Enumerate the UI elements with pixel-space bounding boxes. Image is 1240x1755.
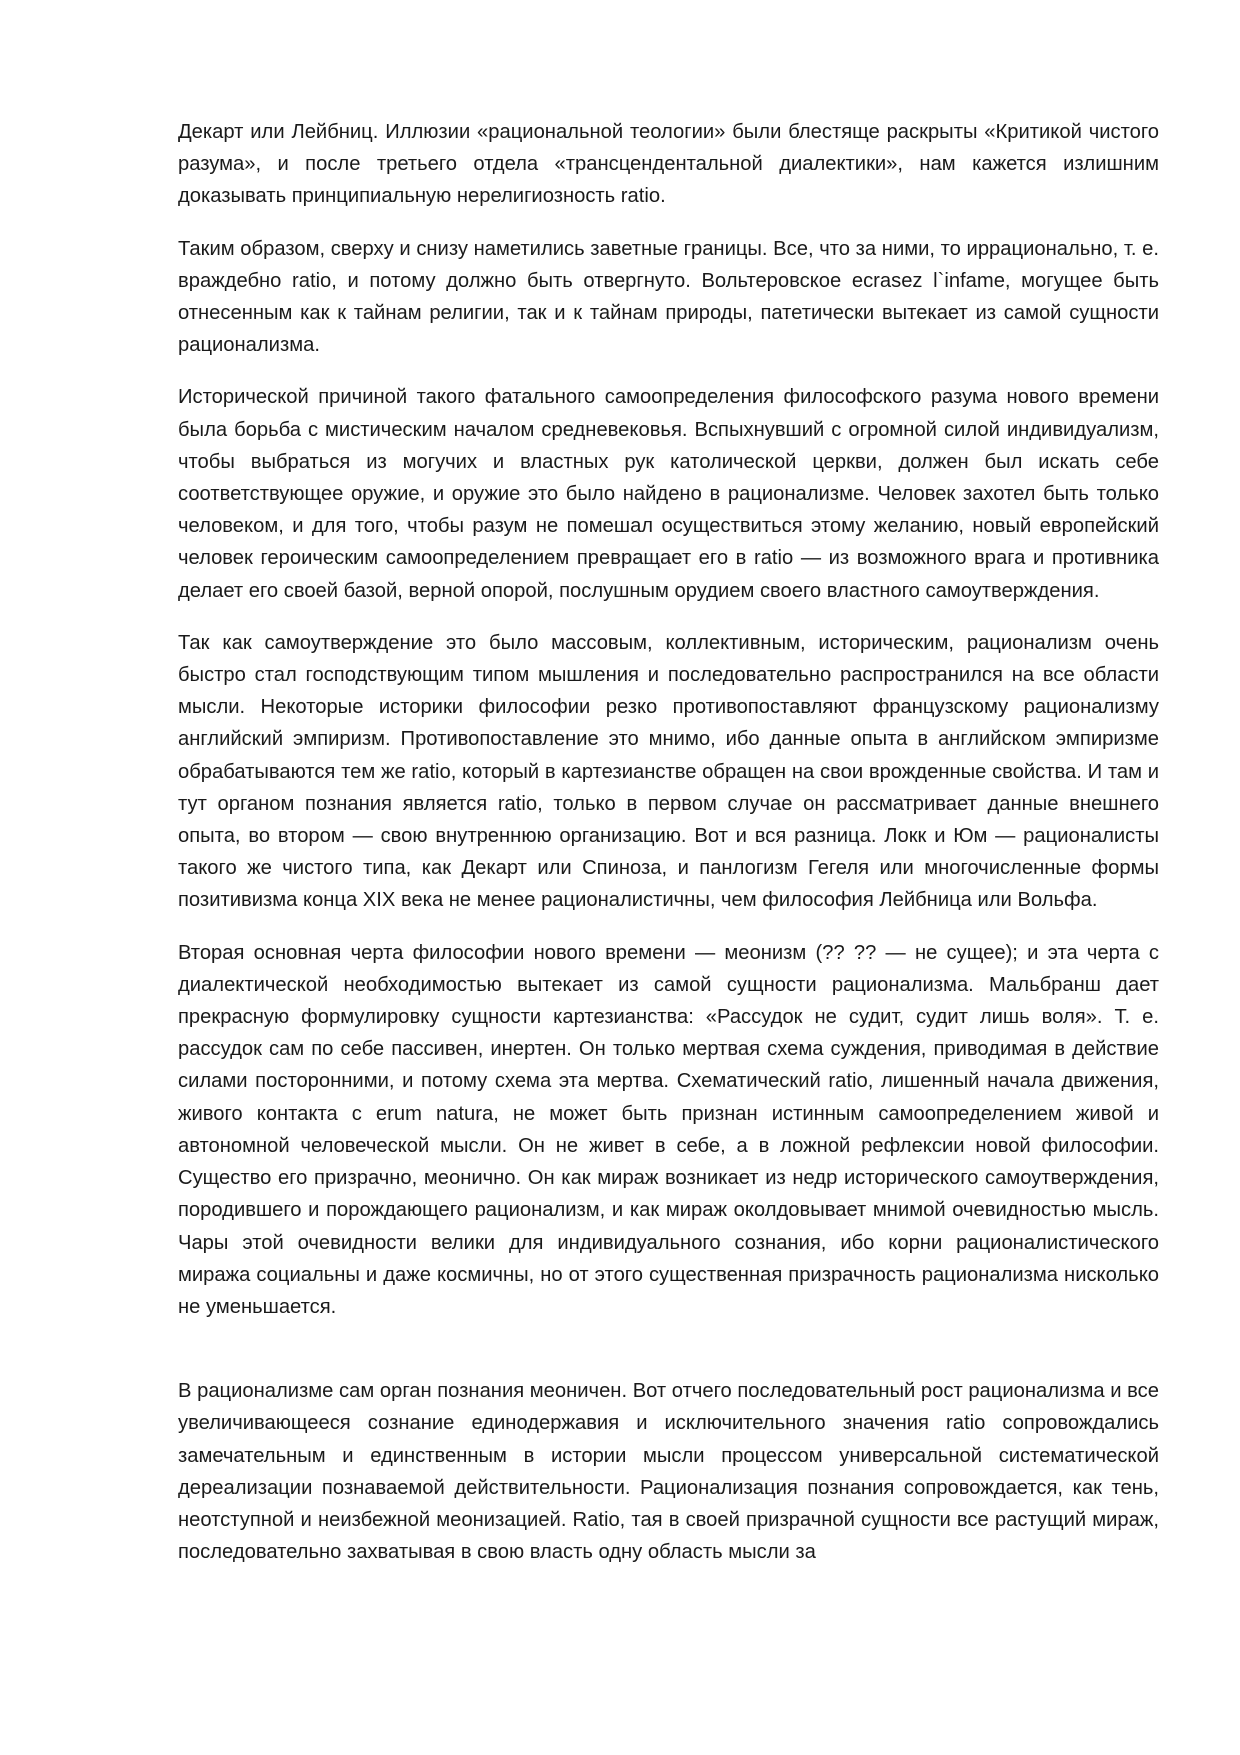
- paragraph-3: Исторической причиной такого фатального самоопределения философского разума нового времени была борьба с мистическим началом средневековья. Вспыхнувший с огромной силой индивидуализм, чтобы выбраться из могучих и властных рук католической церкви, должен был искать себе соответствующее оружие, и оружие это было найдено в рационализме. Человек захотел быть только человеком, и для того, чтобы разум не помешал осуществиться этому желанию, новый европейский человек героическим самоопределением превращает его в ratio — из возможного врага и противника делает его своей базой, верной опорой, послушным орудием своего властного самоутверждения.: [178, 386, 1159, 602]
- text-column: [178, 116, 1159, 1588]
- paragraph-6: В рационализме сам орган познания меоничен. Вот отчего последовательный рост рационализма и все увеличивающееся сознание единодержавия и исключительного значения ratio сопровождались замечательным и единственным в истории мысли процессом универсальной систематической дереализации познаваемой действительности. Рационализация познания сопровождается, как тень, неотступной и неизбежной меонизацией. Ratio, тая в своей призрачной сущности все растущий мираж, последовательно захватывая в свою власть одну область мысли за: [178, 1380, 1159, 1564]
- paragraph-4: Так как самоутверждение это было массовым, коллективным, историческим, рационализм очень быстро стал господствующим типом мышления и последовательно распространился на все области мысли. Некоторые историки философии резко противопоставляют французскому рационализму английский эмпиризм. Противопоставление это мнимо, ибо данные опыта в английском эмпиризме обрабатываются тем же ratio, который в картезианстве обращен на свои врожденные свойства. И там и тут органом познания является ratio, только в первом случае он рассматривает данные внешнего опыта, во втором — свою внутреннюю организацию. Вот и вся разница. Локк и Юм — рационалисты такого же чистого типа, как Декарт или Спиноза, и панлогизм Гегеля или многочисленные формы позитивизма конца XIX века не менее рационалистичны, чем философия Лейбница или Вольфа.: [178, 631, 1159, 912]
- paragraph-5: Вторая основная черта философии нового времени — меонизм (?? ?? — не сущее); и эта черта с диалектической необходимостью вытекает из самой сущности рационализма. Мальбранш дает прекрасную формулировку сущности картезианства: «Рассудок не судит, судит лишь воля». Т. е. рассудок сам по себе пассивен, инертен. Он только мертвая схема суждения, приводимая в действие силами посторонними, и потому схема эта мертва. Схематический ratio, лишенный начала движения, живого контакта с erum natura, не может быть признан истинным самоопределением живой и автономной человеческой мысли. Он не живет в себе, а в ложной рефлексии новой философии. Существо его призрачно, меонично. Он как мираж возникает из недр исторического самоутверждения, породившего и порождающего рационализм, и как мираж околдовывает мнимой очевидностью мысль. Чары этой очевидности велики для индивидуального сознания, ибо корни рационалистического миража социальны и даже космичны, но от этого существенная призрачность рационализма нисколько не уменьшается.: [178, 941, 1159, 1318]
- paragraph-2: Таким образом, сверху и снизу наметились заветные границы. Все, что за ними, то иррационально, т. е. враждебно ratio, и потому должно быть отвергнуто. Вольтеровское ecrasez l`infame, могущее быть отнесенным как к тайнам религии, так и к тайнам природы, патетически вытекает из самой сущности рационализма.: [178, 237, 1159, 357]
- paragraph-1: Декарт или Лейбниц. Иллюзии «рациональной теологии» были блестяще раскрыты «Критикой чистого разума», и после третьего отдела «трансцендентальной диалектики», нам кажется излишним доказывать принципиальную нерелигиозность ratio.: [178, 121, 1159, 208]
